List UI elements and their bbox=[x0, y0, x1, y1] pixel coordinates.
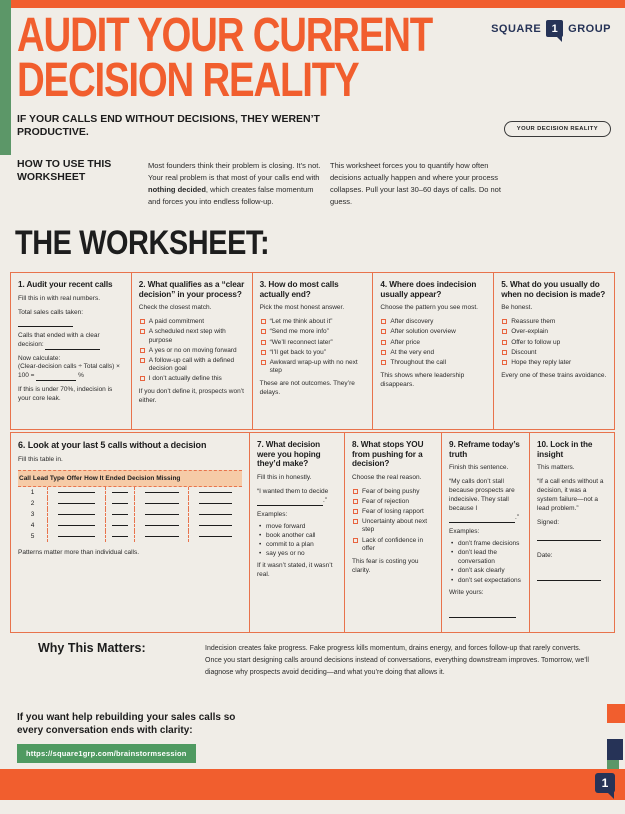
checkbox-icon[interactable] bbox=[140, 319, 145, 324]
checkbox-icon[interactable] bbox=[381, 329, 386, 334]
write-yours-label: Write yours: bbox=[449, 588, 484, 596]
decision-missing-cell[interactable] bbox=[188, 531, 242, 542]
quote-close: .” bbox=[515, 514, 519, 522]
box-intro: Fill this in with real numbers. bbox=[18, 294, 100, 302]
checkbox-label: I don’t actually define this bbox=[148, 375, 222, 383]
lead-type-cell[interactable] bbox=[47, 498, 105, 509]
page-subtitle: IF YOUR CALLS END WITHOUT DECISIONS, THEY WEREN’T PRODUCTIVE. bbox=[17, 113, 320, 138]
offer-cell[interactable] bbox=[105, 498, 134, 509]
decision-reality-badge: YOUR DECISION REALITY bbox=[504, 121, 611, 137]
example-item: • don’t set expectations bbox=[451, 576, 522, 585]
how-to-p1-pre: Most founders think their problem is closing. It’s not. Your real problem is that most of your calls end with bbox=[148, 161, 321, 182]
write-in-line[interactable] bbox=[145, 536, 179, 537]
box-outro: If it wasn’t stated, it wasn’t real. bbox=[257, 562, 333, 579]
logo-one-icon: 1 bbox=[546, 20, 563, 37]
write-in-line[interactable] bbox=[112, 536, 128, 537]
calc-label: Now calculate: bbox=[18, 354, 61, 362]
write-in-line[interactable] bbox=[58, 492, 95, 493]
box-outro: Every one of these trains avoidance. bbox=[501, 371, 607, 379]
examples-list bbox=[451, 539, 522, 584]
checkbox-icon[interactable] bbox=[381, 360, 386, 365]
checkbox-list bbox=[502, 318, 607, 367]
write-in-line[interactable] bbox=[145, 525, 179, 526]
checkbox-list bbox=[353, 488, 434, 553]
signed-input[interactable] bbox=[537, 535, 601, 541]
worksheet-row-1 bbox=[10, 272, 615, 430]
call-number-cell: 5 bbox=[30, 532, 35, 540]
checkbox-icon[interactable] bbox=[381, 350, 386, 355]
checkbox-option[interactable] bbox=[140, 318, 245, 326]
total-calls-field bbox=[18, 309, 124, 327]
checkbox-option[interactable] bbox=[353, 498, 434, 506]
checkbox-icon[interactable] bbox=[261, 319, 266, 324]
calls-table-body bbox=[18, 487, 242, 542]
write-in-line[interactable] bbox=[199, 536, 233, 537]
checkbox-icon[interactable] bbox=[261, 350, 266, 355]
checkbox-list bbox=[261, 318, 366, 375]
checkbox-label: Throughout the call bbox=[390, 358, 447, 366]
how-it-ended-cell[interactable] bbox=[134, 520, 188, 531]
checkbox-label: A paid commitment bbox=[148, 318, 205, 326]
table-row bbox=[18, 520, 242, 531]
table-header-cell: Offer bbox=[66, 474, 83, 482]
checkbox-label: Fear of being pushy bbox=[362, 487, 420, 495]
calls-table bbox=[18, 470, 242, 542]
checkbox-label: A follow-up call with a defined decision goal bbox=[148, 356, 235, 372]
how-it-ended-cell[interactable] bbox=[134, 531, 188, 542]
decision-missing-cell[interactable] bbox=[188, 487, 242, 498]
checkbox-option[interactable] bbox=[502, 349, 607, 357]
top-accent-bar bbox=[0, 0, 625, 8]
checkbox-icon[interactable] bbox=[261, 360, 266, 365]
box-title: 10. Lock in the insight bbox=[537, 440, 593, 459]
page-number-logo: 1 bbox=[595, 773, 615, 793]
checkbox-option[interactable] bbox=[502, 359, 607, 367]
box-7-hoped-decision bbox=[250, 432, 345, 633]
example-item: • commit to a plan bbox=[259, 540, 337, 549]
write-in-line[interactable] bbox=[112, 514, 128, 515]
lead-type-cell[interactable] bbox=[47, 520, 105, 531]
checkbox-option[interactable] bbox=[353, 488, 434, 496]
call-number-cell: 2 bbox=[30, 499, 35, 507]
box-4-where-indecision-appears bbox=[373, 272, 494, 430]
decision-missing-cell[interactable] bbox=[188, 498, 242, 509]
checkbox-option[interactable] bbox=[502, 318, 607, 326]
box-2-clear-decision-definition bbox=[132, 272, 253, 430]
decision-input[interactable] bbox=[257, 500, 323, 506]
checkbox-option[interactable] bbox=[261, 339, 366, 347]
checkbox-option[interactable] bbox=[502, 328, 607, 336]
box-title: 2. What qualifies as a “clear decision” in your process? bbox=[138, 280, 245, 299]
footer-bar bbox=[0, 769, 625, 800]
checkbox-option[interactable] bbox=[353, 537, 434, 553]
reframe-input[interactable] bbox=[449, 517, 515, 523]
cta-line2: every conversation ends with clarity: bbox=[17, 725, 193, 736]
how-it-ended-cell[interactable] bbox=[134, 487, 188, 498]
box-intro: Fill this in honestly. bbox=[257, 474, 312, 482]
brainstorm-session-link-button[interactable]: https://square1grp.com/brainstormsession bbox=[17, 744, 196, 763]
lead-type-cell[interactable] bbox=[47, 487, 105, 498]
checkbox-label: “Let me think about it” bbox=[269, 318, 333, 326]
checkbox-icon[interactable] bbox=[502, 360, 507, 365]
offer-cell[interactable] bbox=[105, 487, 134, 498]
checkbox-option[interactable] bbox=[381, 349, 486, 357]
checkbox-label: After discovery bbox=[390, 318, 434, 326]
checkbox-label: After price bbox=[390, 338, 421, 346]
examples-label: Examples: bbox=[449, 528, 480, 536]
how-to-p1-post: , which creates false momentum and forces you into endless follow-up. bbox=[148, 185, 314, 206]
box-6-last-5-calls-table bbox=[10, 432, 250, 633]
write-in-line[interactable] bbox=[112, 503, 128, 504]
table-header-cell: Decision Missing bbox=[127, 474, 181, 482]
example-item: • don’t frame decisions bbox=[451, 539, 522, 548]
box-title: 4. Where does indecision usually appear? bbox=[380, 280, 477, 299]
box-title: 3. How do most calls actually end? bbox=[259, 280, 339, 299]
why-this-matters-body: Indecision creates fake progress. Fake progress kills momentum, drains energy, and forces follow-up that rarely converts. Once you start designing calls around decisions instead of conversations, everything downstream improves. Tomorrow, we’ll diagnose why prospects avoid deciding—and what you’re doing that allows it. bbox=[205, 645, 589, 676]
checkbox-option[interactable] bbox=[381, 328, 486, 336]
checkbox-icon[interactable] bbox=[502, 329, 507, 334]
box-3-how-calls-end bbox=[253, 272, 374, 430]
checkbox-icon[interactable] bbox=[381, 340, 386, 345]
offer-cell[interactable] bbox=[105, 520, 134, 531]
calls-table-header bbox=[18, 470, 242, 487]
quote-text: “I wanted them to decide bbox=[257, 487, 329, 495]
box-intro: Choose the real reason. bbox=[352, 474, 422, 482]
box-5-no-decision-behavior bbox=[494, 272, 615, 430]
box-intro: Pick the most honest answer. bbox=[259, 304, 345, 312]
date-input[interactable] bbox=[537, 575, 601, 581]
write-in-line[interactable] bbox=[112, 525, 128, 526]
worksheet-heading: THE WORKSHEET: bbox=[15, 224, 270, 262]
checkbox-icon[interactable] bbox=[353, 509, 358, 514]
examples-list bbox=[259, 522, 337, 558]
signed-label: Signed: bbox=[537, 519, 560, 527]
checkbox-option[interactable] bbox=[353, 518, 434, 534]
write-in-line[interactable] bbox=[112, 492, 128, 493]
box-outro: Patterns matter more than individual calls. bbox=[18, 548, 140, 556]
checkbox-option[interactable] bbox=[261, 318, 366, 326]
page-title-line1: AUDIT YOUR CURRENT bbox=[17, 9, 433, 62]
checkbox-icon[interactable] bbox=[502, 319, 507, 324]
checkbox-label: Uncertainty about next step bbox=[362, 518, 428, 534]
call-number-cell: 3 bbox=[30, 510, 35, 518]
box-8-what-stops-you bbox=[345, 432, 442, 633]
box-intro: Finish this sentence. bbox=[449, 464, 509, 472]
checkbox-icon[interactable] bbox=[140, 358, 145, 363]
box-9-reframe-truth bbox=[442, 432, 530, 633]
example-item: • book another call bbox=[259, 531, 337, 540]
checkbox-icon[interactable] bbox=[140, 329, 145, 334]
box-title: 8. What stops YOU from pushing for a decision? bbox=[352, 440, 424, 469]
checkbox-option[interactable] bbox=[140, 347, 245, 355]
call-number-cell: 4 bbox=[30, 521, 35, 529]
box-1-audit-recent-calls bbox=[10, 272, 132, 430]
write-in-line[interactable] bbox=[199, 492, 233, 493]
quote-close: .” bbox=[323, 496, 327, 504]
checkbox-option[interactable] bbox=[353, 508, 434, 516]
box-title: 6. Look at your last 5 calls without a decision bbox=[18, 440, 207, 450]
table-row bbox=[18, 487, 242, 498]
write-in-line[interactable] bbox=[58, 503, 95, 504]
write-in-line[interactable] bbox=[199, 525, 233, 526]
how-it-ended-cell[interactable] bbox=[134, 498, 188, 509]
checkbox-label: Reassure them bbox=[511, 318, 556, 326]
checkbox-label: Hope they reply later bbox=[511, 358, 572, 366]
page-title-line2: DECISION REALITY bbox=[17, 53, 359, 107]
checkbox-option[interactable] bbox=[140, 375, 245, 383]
box-outro: This shows where leadership disappears. bbox=[380, 371, 465, 388]
checkbox-icon[interactable] bbox=[381, 319, 386, 324]
checkbox-label: Fear of rejection bbox=[362, 498, 409, 506]
write-in-line[interactable] bbox=[145, 503, 179, 504]
table-row bbox=[18, 498, 242, 509]
table-row bbox=[18, 509, 242, 520]
checkbox-icon[interactable] bbox=[353, 489, 358, 494]
clear-decision-label: Calls that ended with a clear decision: bbox=[18, 331, 100, 348]
how-it-ended-cell[interactable] bbox=[134, 509, 188, 520]
box-title: 7. What decision were you hoping they’d make? bbox=[257, 440, 321, 469]
write-in-line[interactable] bbox=[145, 492, 179, 493]
checkbox-list bbox=[381, 318, 486, 367]
checkbox-icon[interactable] bbox=[353, 538, 358, 543]
box-intro: Check the closest match. bbox=[138, 304, 212, 312]
checkbox-icon[interactable] bbox=[261, 340, 266, 345]
date-label: Date: bbox=[537, 552, 553, 560]
table-row bbox=[18, 531, 242, 542]
checkbox-label: “I’ll get back to you” bbox=[269, 348, 326, 356]
cta-text bbox=[17, 711, 235, 737]
checkbox-label: After solution overview bbox=[390, 328, 456, 336]
lead-type-cell[interactable] bbox=[47, 509, 105, 520]
box-title: 5. What do you usually do when no decision is made? bbox=[501, 280, 606, 299]
insight-quote: “If a call ends without a decision, it was a system failure—not a lead problem.” bbox=[537, 478, 604, 513]
page-title bbox=[17, 9, 536, 107]
how-to-paragraph-2: This worksheet forces you to quantify how often decisions actually happen and where your process collapses. Pull your last 30–60 days of calls. Do not guess. bbox=[330, 161, 501, 206]
checkbox-option[interactable] bbox=[381, 359, 486, 367]
box-intro: Fill this table in. bbox=[18, 455, 63, 463]
write-in-line[interactable] bbox=[58, 514, 95, 515]
checkbox-option[interactable] bbox=[261, 328, 366, 336]
call-number-cell: 1 bbox=[30, 488, 35, 496]
percentage-input[interactable] bbox=[36, 375, 76, 381]
cta-line1: If you want help rebuilding your sales calls so bbox=[17, 712, 236, 723]
checkbox-label: “We’ll reconnect later” bbox=[269, 338, 333, 346]
box-outro: This fear is costing you clarity. bbox=[352, 557, 419, 574]
table-header-cell: Lead Type bbox=[32, 474, 65, 482]
examples-label: Examples: bbox=[257, 510, 288, 518]
decision-quote bbox=[257, 488, 337, 506]
checkbox-list bbox=[140, 318, 245, 383]
write-in-line[interactable] bbox=[145, 514, 179, 515]
why-this-matters-heading: Why This Matters: bbox=[38, 641, 146, 655]
reframe-quote bbox=[449, 478, 522, 523]
write-yours-input[interactable] bbox=[449, 612, 516, 618]
box-outro: If this is under 70%, indecision is your core leak. bbox=[18, 386, 113, 403]
checkbox-label: Fear of losing rapport bbox=[362, 508, 424, 516]
box-intro: Choose the pattern you see most. bbox=[380, 304, 478, 312]
checkbox-option[interactable] bbox=[140, 357, 245, 373]
decision-missing-cell[interactable] bbox=[188, 509, 242, 520]
checkbox-label: Awkward wrap-up with no next step bbox=[269, 358, 358, 374]
checkbox-option[interactable] bbox=[140, 328, 245, 344]
checkbox-icon[interactable] bbox=[353, 519, 358, 524]
write-in-line[interactable] bbox=[58, 525, 95, 526]
checkbox-label: “Send me more info” bbox=[269, 328, 329, 336]
checkbox-icon[interactable] bbox=[502, 350, 507, 355]
checkbox-icon[interactable] bbox=[261, 329, 266, 334]
checkbox-option[interactable] bbox=[381, 318, 486, 326]
calc-suffix: % bbox=[78, 372, 84, 380]
box-outro: These are not outcomes. They’re delays. bbox=[259, 380, 355, 397]
write-in-line[interactable] bbox=[199, 514, 233, 515]
checkbox-label: Lack of confidence in offer bbox=[362, 536, 424, 552]
example-item: • don’t lead the conversation bbox=[451, 548, 522, 566]
worksheet-row-2 bbox=[10, 432, 615, 633]
example-item: • move forward bbox=[259, 522, 337, 531]
clear-decision-input[interactable] bbox=[45, 344, 100, 350]
checkbox-option[interactable] bbox=[261, 349, 366, 357]
offer-cell[interactable] bbox=[105, 509, 134, 520]
checkbox-icon[interactable] bbox=[353, 499, 358, 504]
example-item: • don’t ask clearly bbox=[451, 566, 522, 575]
total-calls-input[interactable] bbox=[18, 321, 73, 327]
left-accent-bar bbox=[0, 0, 11, 155]
calc-field bbox=[18, 355, 124, 382]
checkbox-icon[interactable] bbox=[140, 348, 145, 353]
box-intro: Be honest. bbox=[501, 304, 533, 312]
checkbox-label: A yes or no on moving forward bbox=[148, 346, 237, 354]
checkbox-label: Over-explain bbox=[511, 328, 549, 336]
logo-word-square: SQUARE bbox=[491, 22, 542, 35]
how-to-heading: HOW TO USE THIS WORKSHEET bbox=[17, 158, 112, 183]
checkbox-label: Offer to follow up bbox=[511, 338, 561, 346]
box-10-lock-in-insight bbox=[530, 432, 615, 633]
example-item: • say yes or no bbox=[259, 549, 337, 558]
box-title: 9. Reframe today’s truth bbox=[449, 440, 520, 459]
checkbox-option[interactable] bbox=[261, 359, 366, 375]
how-to-p1-bold: nothing decided bbox=[148, 185, 206, 194]
checkbox-icon[interactable] bbox=[140, 376, 145, 381]
clear-decision-field bbox=[18, 332, 124, 350]
navy-accent-square bbox=[607, 739, 623, 760]
checkbox-label: Discount bbox=[511, 348, 537, 356]
checkbox-option[interactable] bbox=[381, 339, 486, 347]
checkbox-label: At the very end bbox=[390, 348, 435, 356]
write-in-line[interactable] bbox=[58, 536, 95, 537]
box-title: 1. Audit your recent calls bbox=[18, 280, 113, 289]
offer-cell[interactable] bbox=[105, 531, 134, 542]
lead-type-cell[interactable] bbox=[47, 531, 105, 542]
table-header-cell: How It Ended bbox=[84, 474, 126, 482]
quote-text: “My calls don’t stall because prospects are indecisive. They stall because I bbox=[449, 478, 515, 513]
checkbox-label: A scheduled next step with purpose bbox=[148, 328, 226, 344]
orange-accent-square bbox=[607, 704, 625, 723]
how-to-paragraph-1 bbox=[148, 160, 328, 208]
table-header-cell: Call bbox=[19, 474, 31, 482]
checkbox-option[interactable] bbox=[502, 339, 607, 347]
checkbox-icon[interactable] bbox=[502, 340, 507, 345]
write-in-line[interactable] bbox=[199, 503, 233, 504]
box-intro: This matters. bbox=[537, 464, 575, 472]
decision-missing-cell[interactable] bbox=[188, 520, 242, 531]
box-outro: If you don’t define it, prospects won’t either. bbox=[138, 388, 244, 405]
logo-word-group: GROUP bbox=[568, 22, 611, 35]
calc-formula: (Clear-decision calls ÷ Total calls) × 100 = bbox=[18, 363, 120, 380]
total-calls-label: Total sales calls taken: bbox=[18, 308, 84, 316]
